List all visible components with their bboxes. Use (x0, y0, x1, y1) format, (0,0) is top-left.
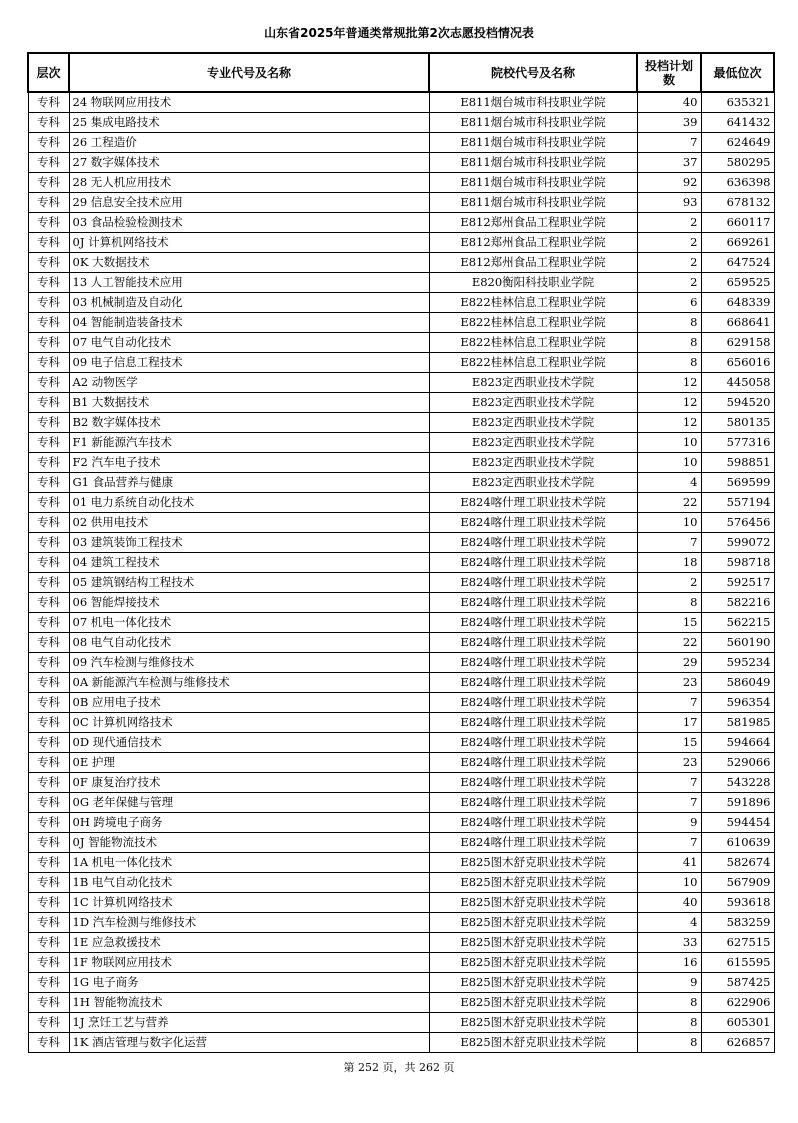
cell-plan: 33 (637, 933, 701, 953)
cell-level: 专科 (28, 993, 69, 1013)
table-row (28, 853, 774, 873)
cell-rank: 581985 (701, 713, 774, 733)
cell-rank: 580135 (701, 413, 774, 433)
cell-school: E825图木舒克职业技术学院 (429, 893, 637, 913)
cell-plan: 6 (637, 293, 701, 313)
cell-major: 29 信息安全技术应用 (69, 193, 429, 213)
cell-major: B1 大数据技术 (69, 393, 429, 413)
cell-rank: 656016 (701, 353, 774, 373)
cell-level: 专科 (28, 833, 69, 853)
cell-rank: 567909 (701, 873, 774, 893)
cell-level: 专科 (28, 793, 69, 813)
cell-school: E824喀什理工职业技术学院 (429, 673, 637, 693)
cell-plan: 10 (637, 433, 701, 453)
cell-level: 专科 (28, 513, 69, 533)
table-row (28, 273, 774, 293)
cell-school: E825图木舒克职业技术学院 (429, 993, 637, 1013)
cell-plan: 15 (637, 733, 701, 753)
cell-major: 04 智能制造装备技术 (69, 313, 429, 333)
cell-rank: 569599 (701, 473, 774, 493)
table-row (28, 313, 774, 333)
cell-major: 0C 计算机网络技术 (69, 713, 429, 733)
cell-plan: 7 (637, 693, 701, 713)
cell-plan: 8 (637, 593, 701, 613)
cell-major: 28 无人机应用技术 (69, 173, 429, 193)
header-level: 层次 (28, 53, 69, 92)
cell-level: 专科 (28, 113, 69, 133)
table-row (28, 453, 774, 473)
cell-plan: 12 (637, 413, 701, 433)
cell-level: 专科 (28, 973, 69, 993)
cell-school: E824喀什理工职业技术学院 (429, 773, 637, 793)
cell-major: 0J 计算机网络技术 (69, 233, 429, 253)
cell-level: 专科 (28, 813, 69, 833)
cell-level: 专科 (28, 473, 69, 493)
cell-rank: 648339 (701, 293, 774, 313)
cell-school: E824喀什理工职业技术学院 (429, 833, 637, 853)
cell-level: 专科 (28, 653, 69, 673)
cell-plan: 2 (637, 253, 701, 273)
cell-rank: 615595 (701, 953, 774, 973)
cell-school: E825图木舒克职业技术学院 (429, 853, 637, 873)
cell-school: E811烟台城市科技职业学院 (429, 193, 637, 213)
cell-plan: 8 (637, 993, 701, 1013)
cell-major: A2 动物医学 (69, 373, 429, 393)
table-row (28, 693, 774, 713)
cell-plan: 23 (637, 673, 701, 693)
cell-plan: 4 (637, 913, 701, 933)
cell-major: 13 人工智能技术应用 (69, 273, 429, 293)
table-row (28, 573, 774, 593)
table-row (28, 733, 774, 753)
cell-school: E824喀什理工职业技术学院 (429, 553, 637, 573)
cell-level: 专科 (28, 893, 69, 913)
cell-rank: 641432 (701, 113, 774, 133)
cell-level: 专科 (28, 713, 69, 733)
cell-plan: 8 (637, 313, 701, 333)
table-row (28, 213, 774, 233)
cell-level: 专科 (28, 573, 69, 593)
cell-level: 专科 (28, 373, 69, 393)
cell-plan: 7 (637, 793, 701, 813)
cell-plan: 8 (637, 1013, 701, 1033)
cell-school: E811烟台城市科技职业学院 (429, 113, 637, 133)
cell-major: 07 电气自动化技术 (69, 333, 429, 353)
cell-level: 专科 (28, 753, 69, 773)
cell-rank: 660117 (701, 213, 774, 233)
cell-school: E825图木舒克职业技术学院 (429, 1033, 637, 1053)
cell-rank: 595234 (701, 653, 774, 673)
cell-plan: 15 (637, 613, 701, 633)
cell-level: 专科 (28, 873, 69, 893)
table-row (28, 113, 774, 133)
cell-major: 04 建筑工程技术 (69, 553, 429, 573)
table-row (28, 433, 774, 453)
cell-school: E822桂林信息工程职业学院 (429, 293, 637, 313)
cell-level: 专科 (28, 673, 69, 693)
table-row (28, 92, 774, 113)
cell-school: E824喀什理工职业技术学院 (429, 653, 637, 673)
cell-school: E823定西职业技术学院 (429, 453, 637, 473)
cell-major: 24 物联网应用技术 (69, 92, 429, 113)
cell-school: E823定西职业技术学院 (429, 373, 637, 393)
table-row (28, 1033, 774, 1053)
cell-level: 专科 (28, 313, 69, 333)
cell-major: 27 数字媒体技术 (69, 153, 429, 173)
cell-school: E820衡阳科技职业学院 (429, 273, 637, 293)
cell-major: 0B 应用电子技术 (69, 693, 429, 713)
cell-plan: 92 (637, 173, 701, 193)
table-row (28, 553, 774, 573)
cell-major: 1B 电气自动化技术 (69, 873, 429, 893)
cell-level: 专科 (28, 633, 69, 653)
cell-major: 1C 计算机网络技术 (69, 893, 429, 913)
cell-school: E812郑州食品工程职业学院 (429, 253, 637, 273)
cell-plan: 8 (637, 1033, 701, 1053)
cell-level: 专科 (28, 333, 69, 353)
cell-level: 专科 (28, 693, 69, 713)
cell-level: 专科 (28, 733, 69, 753)
cell-rank: 582216 (701, 593, 774, 613)
cell-plan: 39 (637, 113, 701, 133)
cell-major: 0J 智能物流技术 (69, 833, 429, 853)
cell-plan: 8 (637, 333, 701, 353)
cell-level: 专科 (28, 133, 69, 153)
cell-rank: 583259 (701, 913, 774, 933)
cell-major: F1 新能源汽车技术 (69, 433, 429, 453)
cell-school: E812郑州食品工程职业学院 (429, 213, 637, 233)
cell-plan: 7 (637, 833, 701, 853)
cell-school: E825图木舒克职业技术学院 (429, 973, 637, 993)
table-row (28, 653, 774, 673)
table-row (28, 873, 774, 893)
cell-school: E811烟台城市科技职业学院 (429, 92, 637, 113)
cell-rank: 599072 (701, 533, 774, 553)
table-row (28, 813, 774, 833)
cell-rank: 668641 (701, 313, 774, 333)
cell-rank: 659525 (701, 273, 774, 293)
table-row (28, 473, 774, 493)
table-row (28, 233, 774, 253)
table-row (28, 933, 774, 953)
table-row (28, 753, 774, 773)
table-row (28, 173, 774, 193)
cell-major: F2 汽车电子技术 (69, 453, 429, 473)
cell-plan: 9 (637, 973, 701, 993)
cell-major: 26 工程造价 (69, 133, 429, 153)
cell-rank: 594520 (701, 393, 774, 413)
cell-rank: 594664 (701, 733, 774, 753)
table-row (28, 893, 774, 913)
table-row (28, 593, 774, 613)
cell-level: 专科 (28, 92, 69, 113)
cell-major: 03 机械制造及自动化 (69, 293, 429, 313)
cell-plan: 9 (637, 813, 701, 833)
cell-major: 0A 新能源汽车检测与维修技术 (69, 673, 429, 693)
cell-rank: 580295 (701, 153, 774, 173)
cell-rank: 647524 (701, 253, 774, 273)
cell-school: E812郑州食品工程职业学院 (429, 233, 637, 253)
cell-rank: 560190 (701, 633, 774, 653)
cell-rank: 626857 (701, 1033, 774, 1053)
table-row (28, 253, 774, 273)
table-row (28, 773, 774, 793)
cell-plan: 37 (637, 153, 701, 173)
cell-major: 25 集成电路技术 (69, 113, 429, 133)
cell-plan: 12 (637, 373, 701, 393)
cell-rank: 445058 (701, 373, 774, 393)
cell-school: E824喀什理工职业技术学院 (429, 753, 637, 773)
cell-school: E823定西职业技术学院 (429, 393, 637, 413)
cell-school: E825图木舒克职业技术学院 (429, 913, 637, 933)
table-row (28, 953, 774, 973)
cell-school: E822桂林信息工程职业学院 (429, 313, 637, 333)
cell-school: E824喀什理工职业技术学院 (429, 733, 637, 753)
cell-major: 0K 大数据技术 (69, 253, 429, 273)
cell-rank: 582674 (701, 853, 774, 873)
cell-school: E824喀什理工职业技术学院 (429, 573, 637, 593)
table-row (28, 133, 774, 153)
cell-plan: 41 (637, 853, 701, 873)
cell-major: 03 食品检验检测技术 (69, 213, 429, 233)
cell-level: 专科 (28, 953, 69, 973)
cell-major: 09 电子信息工程技术 (69, 353, 429, 373)
header-plan-line1: 投档计划 (644, 58, 693, 73)
cell-plan: 4 (637, 473, 701, 493)
table-row (28, 373, 774, 393)
header-rank: 最低位次 (701, 53, 774, 92)
cell-plan: 2 (637, 273, 701, 293)
table-row (28, 493, 774, 513)
cell-level: 专科 (28, 233, 69, 253)
table-row (28, 333, 774, 353)
cell-rank: 594454 (701, 813, 774, 833)
cell-plan: 2 (637, 213, 701, 233)
table-row (28, 913, 774, 933)
page-footer: 第 252 页，共 262 页 (343, 1061, 455, 1074)
cell-major: 08 电气自动化技术 (69, 633, 429, 653)
cell-plan: 22 (637, 633, 701, 653)
cell-major: 0D 现代通信技术 (69, 733, 429, 753)
cell-school: E824喀什理工职业技术学院 (429, 513, 637, 533)
cell-plan: 12 (637, 393, 701, 413)
cell-school: E811烟台城市科技职业学院 (429, 133, 637, 153)
cell-rank: 598851 (701, 453, 774, 473)
cell-school: E824喀什理工职业技术学院 (429, 633, 637, 653)
cell-level: 专科 (28, 393, 69, 413)
cell-plan: 40 (637, 92, 701, 113)
cell-level: 专科 (28, 433, 69, 453)
cell-level: 专科 (28, 553, 69, 573)
cell-level: 专科 (28, 293, 69, 313)
cell-rank: 627515 (701, 933, 774, 953)
cell-level: 专科 (28, 1033, 69, 1053)
table-row (28, 353, 774, 373)
cell-plan: 18 (637, 553, 701, 573)
cell-level: 专科 (28, 613, 69, 633)
cell-rank: 598718 (701, 553, 774, 573)
cell-school: E824喀什理工职业技术学院 (429, 493, 637, 513)
cell-school: E811烟台城市科技职业学院 (429, 153, 637, 173)
cell-rank: 591896 (701, 793, 774, 813)
cell-rank: 593618 (701, 893, 774, 913)
cell-rank: 678132 (701, 193, 774, 213)
table-row (28, 533, 774, 553)
cell-level: 专科 (28, 533, 69, 553)
cell-major: 1A 机电一体化技术 (69, 853, 429, 873)
cell-major: 06 智能焊接技术 (69, 593, 429, 613)
cell-level: 专科 (28, 173, 69, 193)
cell-rank: 635321 (701, 92, 774, 113)
cell-school: E824喀什理工职业技术学院 (429, 533, 637, 553)
table-row (28, 833, 774, 853)
table-row (28, 973, 774, 993)
cell-rank: 596354 (701, 693, 774, 713)
cell-plan: 17 (637, 713, 701, 733)
cell-school: E824喀什理工职业技术学院 (429, 593, 637, 613)
table-row (28, 793, 774, 813)
cell-plan: 23 (637, 753, 701, 773)
cell-major: B2 数字媒体技术 (69, 413, 429, 433)
table-row (28, 673, 774, 693)
cell-school: E824喀什理工职业技术学院 (429, 693, 637, 713)
cell-school: E823定西职业技术学院 (429, 433, 637, 453)
cell-rank: 669261 (701, 233, 774, 253)
cell-major: 01 电力系统自动化技术 (69, 493, 429, 513)
cell-major: 02 供用电技术 (69, 513, 429, 533)
table-row (28, 293, 774, 313)
cell-plan: 16 (637, 953, 701, 973)
header-plan (637, 53, 701, 92)
cell-school: E825图木舒克职业技术学院 (429, 1013, 637, 1033)
cell-rank: 557194 (701, 493, 774, 513)
cell-rank: 562215 (701, 613, 774, 633)
cell-level: 专科 (28, 913, 69, 933)
cell-major: 1F 物联网应用技术 (69, 953, 429, 973)
cell-level: 专科 (28, 593, 69, 613)
cell-school: E824喀什理工职业技术学院 (429, 793, 637, 813)
table-row (28, 393, 774, 413)
table-row (28, 993, 774, 1013)
cell-level: 专科 (28, 853, 69, 873)
table-row (28, 193, 774, 213)
cell-rank: 529066 (701, 753, 774, 773)
cell-level: 专科 (28, 933, 69, 953)
cell-level: 专科 (28, 773, 69, 793)
cell-plan: 2 (637, 573, 701, 593)
admission-table (27, 52, 775, 1053)
cell-plan: 7 (637, 133, 701, 153)
cell-plan: 93 (637, 193, 701, 213)
cell-level: 专科 (28, 413, 69, 433)
cell-rank: 586049 (701, 673, 774, 693)
cell-major: 09 汽车检测与维修技术 (69, 653, 429, 673)
header-school: 院校代号及名称 (429, 53, 637, 92)
cell-plan: 7 (637, 773, 701, 793)
table-row (28, 513, 774, 533)
cell-level: 专科 (28, 253, 69, 273)
cell-major: 0H 跨境电子商务 (69, 813, 429, 833)
cell-major: 0E 护理 (69, 753, 429, 773)
table-row (28, 1013, 774, 1033)
cell-rank: 629158 (701, 333, 774, 353)
cell-plan: 10 (637, 513, 701, 533)
cell-level: 专科 (28, 213, 69, 233)
cell-school: E825图木舒克职业技术学院 (429, 933, 637, 953)
cell-plan: 40 (637, 893, 701, 913)
table-header-row (28, 53, 774, 92)
cell-school: E822桂林信息工程职业学院 (429, 333, 637, 353)
header-plan-line2: 数 (662, 72, 675, 87)
cell-level: 专科 (28, 273, 69, 293)
cell-major: 1E 应急救援技术 (69, 933, 429, 953)
cell-school: E824喀什理工职业技术学院 (429, 813, 637, 833)
cell-school: E822桂林信息工程职业学院 (429, 353, 637, 373)
page-title: 山东省2025年普通类常规批第2次志愿投档情况表 (264, 26, 534, 40)
cell-plan: 29 (637, 653, 701, 673)
cell-rank: 610639 (701, 833, 774, 853)
cell-school: E823定西职业技术学院 (429, 473, 637, 493)
cell-rank: 576456 (701, 513, 774, 533)
cell-major: 07 机电一体化技术 (69, 613, 429, 633)
table-row (28, 153, 774, 173)
cell-plan: 10 (637, 873, 701, 893)
cell-rank: 587425 (701, 973, 774, 993)
cell-rank: 622906 (701, 993, 774, 1013)
cell-level: 专科 (28, 1013, 69, 1033)
cell-school: E824喀什理工职业技术学院 (429, 713, 637, 733)
cell-major: 1J 烹饪工艺与营养 (69, 1013, 429, 1033)
table-row (28, 713, 774, 733)
cell-major: 05 建筑钢结构工程技术 (69, 573, 429, 593)
cell-rank: 605301 (701, 1013, 774, 1033)
cell-school: E823定西职业技术学院 (429, 413, 637, 433)
table-row (28, 413, 774, 433)
cell-level: 专科 (28, 493, 69, 513)
cell-school: E811烟台城市科技职业学院 (429, 173, 637, 193)
cell-level: 专科 (28, 153, 69, 173)
cell-plan: 10 (637, 453, 701, 473)
cell-rank: 592517 (701, 573, 774, 593)
cell-plan: 22 (637, 493, 701, 513)
cell-plan: 2 (637, 233, 701, 253)
cell-major: 0G 老年保健与管理 (69, 793, 429, 813)
cell-level: 专科 (28, 453, 69, 473)
cell-plan: 8 (637, 353, 701, 373)
cell-level: 专科 (28, 193, 69, 213)
cell-rank: 577316 (701, 433, 774, 453)
table-row (28, 633, 774, 653)
cell-level: 专科 (28, 353, 69, 373)
cell-major: 1K 酒店管理与数字化运营 (69, 1033, 429, 1053)
table-row (28, 613, 774, 633)
cell-school: E825图木舒克职业技术学院 (429, 953, 637, 973)
cell-rank: 543228 (701, 773, 774, 793)
cell-rank: 636398 (701, 173, 774, 193)
cell-major: 1H 智能物流技术 (69, 993, 429, 1013)
cell-school: E825图木舒克职业技术学院 (429, 873, 637, 893)
cell-plan: 7 (637, 533, 701, 553)
cell-major: G1 食品营养与健康 (69, 473, 429, 493)
cell-school: E824喀什理工职业技术学院 (429, 613, 637, 633)
cell-major: 1G 电子商务 (69, 973, 429, 993)
cell-rank: 624649 (701, 133, 774, 153)
header-major: 专业代号及名称 (69, 53, 429, 92)
cell-major: 0F 康复治疗技术 (69, 773, 429, 793)
cell-major: 1D 汽车检测与维修技术 (69, 913, 429, 933)
cell-major: 03 建筑装饰工程技术 (69, 533, 429, 553)
